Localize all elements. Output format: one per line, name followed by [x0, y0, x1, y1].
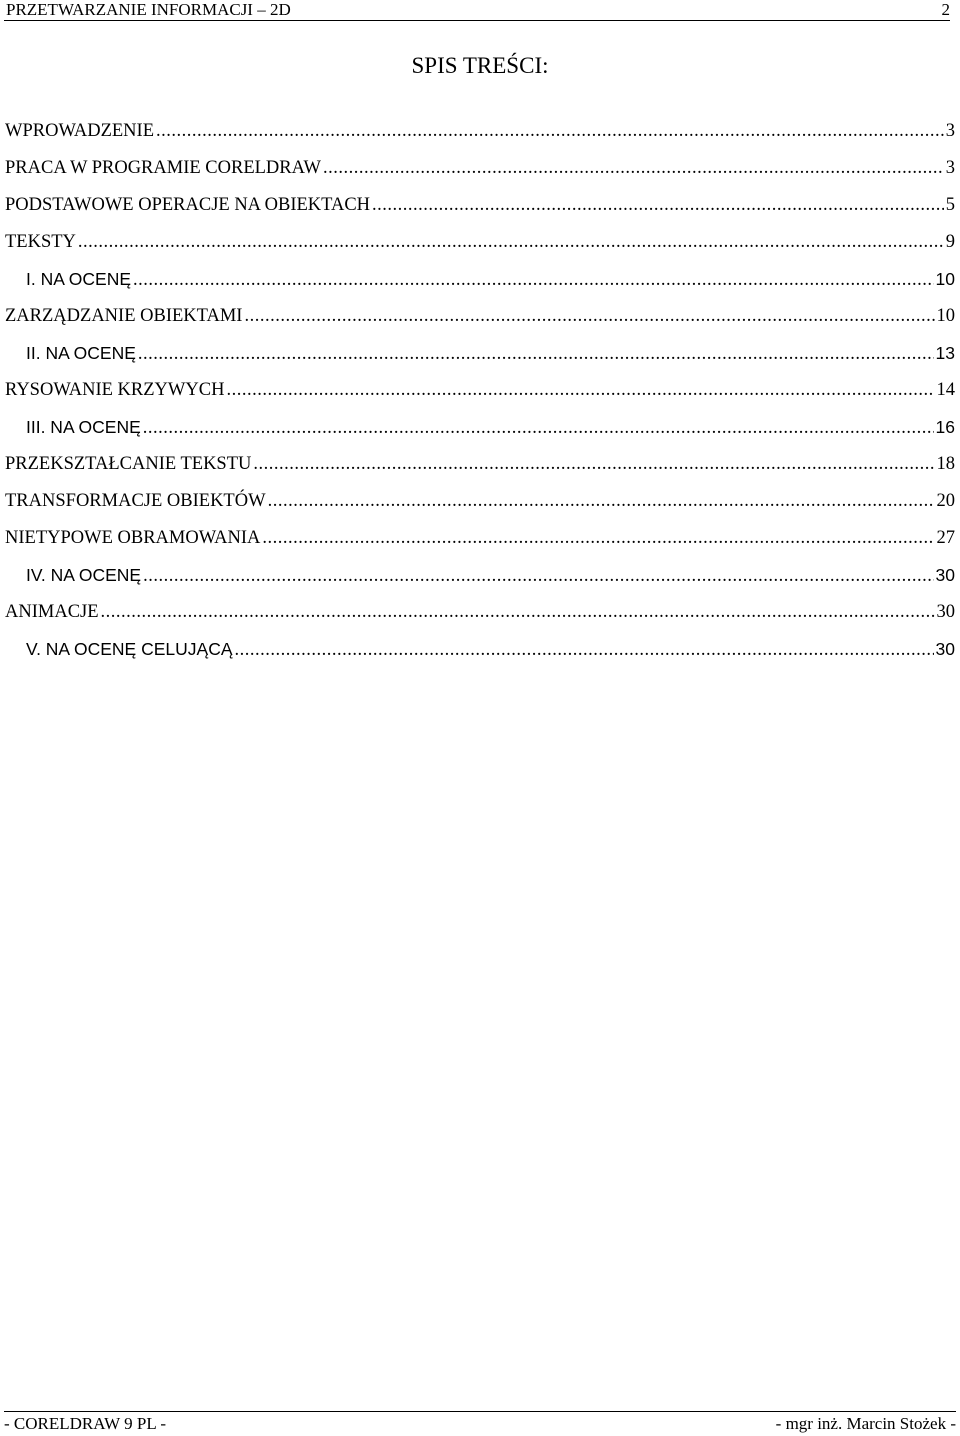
toc-dot-leader	[253, 449, 934, 479]
toc-entry-label: III. NA OCENĘ	[26, 417, 141, 437]
toc-dot-leader	[235, 635, 934, 665]
toc-entry-page: 3	[945, 121, 955, 141]
toc-entry-page: 3	[945, 158, 955, 178]
page-header	[4, 0, 950, 21]
toc-entry-page: 30	[936, 602, 955, 622]
table-of-contents	[5, 116, 955, 671]
toc-entry-page: 10	[935, 269, 955, 289]
toc-heading-text: SPIS TREŚCI:	[411, 53, 549, 78]
toc-entry[interactable]	[5, 153, 955, 190]
toc-entry[interactable]	[5, 412, 955, 449]
toc-entry-page: 27	[936, 528, 955, 548]
toc-dot-leader	[244, 301, 934, 331]
toc-dot-leader	[101, 597, 935, 627]
header-page-number: 2	[941, 0, 950, 19]
toc-entry-label: PRACA W PROGRAMIE CORELDRAW	[5, 158, 321, 178]
toc-entry-page: 20	[936, 491, 955, 511]
header-title: PRZETWARZANIE INFORMACJI – 2D	[6, 0, 291, 19]
toc-entry[interactable]	[5, 634, 955, 671]
toc-entry[interactable]	[5, 449, 955, 486]
footer-left: - CORELDRAW 9 PL -	[4, 1414, 167, 1433]
toc-entry-label: V. NA OCENĘ CELUJĄCĄ	[26, 639, 233, 659]
toc-dot-leader	[143, 413, 934, 443]
toc-entry[interactable]	[5, 560, 955, 597]
toc-entry[interactable]	[5, 486, 955, 523]
toc-entry-label: II. NA OCENĘ	[26, 343, 136, 363]
toc-entry-label: TEKSTY	[5, 232, 76, 252]
toc-entry-page: 16	[935, 417, 955, 437]
toc-entry[interactable]	[5, 597, 955, 634]
toc-entry[interactable]	[5, 227, 955, 264]
toc-dot-leader	[138, 339, 934, 369]
toc-entry-label: I. NA OCENĘ	[26, 269, 132, 289]
toc-entry-page: 30	[935, 565, 955, 585]
toc-dot-leader	[78, 227, 944, 257]
toc-dot-leader	[268, 486, 935, 516]
toc-entry-page: 10	[936, 306, 955, 326]
toc-entry-label: WPROWADZENIE	[5, 121, 155, 141]
toc-entry[interactable]	[5, 338, 955, 375]
toc-entry[interactable]	[5, 264, 955, 301]
toc-entry-page: 14	[936, 380, 955, 400]
toc-entry-label: TRANSFORMACJE OBIEKTÓW	[5, 491, 266, 511]
toc-entry-page: 13	[935, 343, 955, 363]
page-footer	[4, 1411, 956, 1434]
toc-dot-leader	[323, 153, 944, 183]
toc-entry-label: ZARZĄDZANIE OBIEKTAMI	[5, 306, 243, 326]
toc-dot-leader	[262, 523, 934, 553]
toc-dot-leader	[226, 375, 934, 405]
toc-dot-leader	[143, 561, 933, 591]
toc-entry-label: NIETYPOWE OBRAMOWANIA	[5, 528, 261, 548]
toc-entry-page: 9	[945, 232, 955, 252]
footer-right: - mgr inż. Marcin Stożek -	[775, 1414, 956, 1433]
toc-entry-label: RYSOWANIE KRZYWYCH	[5, 380, 225, 400]
toc-dot-leader	[156, 116, 944, 146]
toc-entry-page: 5	[945, 195, 955, 215]
toc-entry[interactable]	[5, 523, 955, 560]
toc-entry-page: 18	[936, 454, 955, 474]
toc-entry[interactable]	[5, 375, 955, 412]
toc-entry-label: IV. NA OCENĘ	[26, 565, 142, 585]
toc-entry-label: PODSTAWOWE OPERACJE NA OBIEKTACH	[5, 195, 371, 215]
toc-entry-page: 30	[935, 639, 955, 659]
toc-entry-label: ANIMACJE	[5, 602, 99, 622]
toc-entry-label: PRZEKSZTAŁCANIE TEKSTU	[5, 454, 252, 474]
toc-entry[interactable]	[5, 190, 955, 227]
toc-entry[interactable]	[5, 116, 955, 153]
toc-dot-leader	[372, 190, 944, 220]
toc-heading	[0, 52, 960, 80]
toc-entry[interactable]	[5, 301, 955, 338]
toc-dot-leader	[133, 265, 934, 295]
